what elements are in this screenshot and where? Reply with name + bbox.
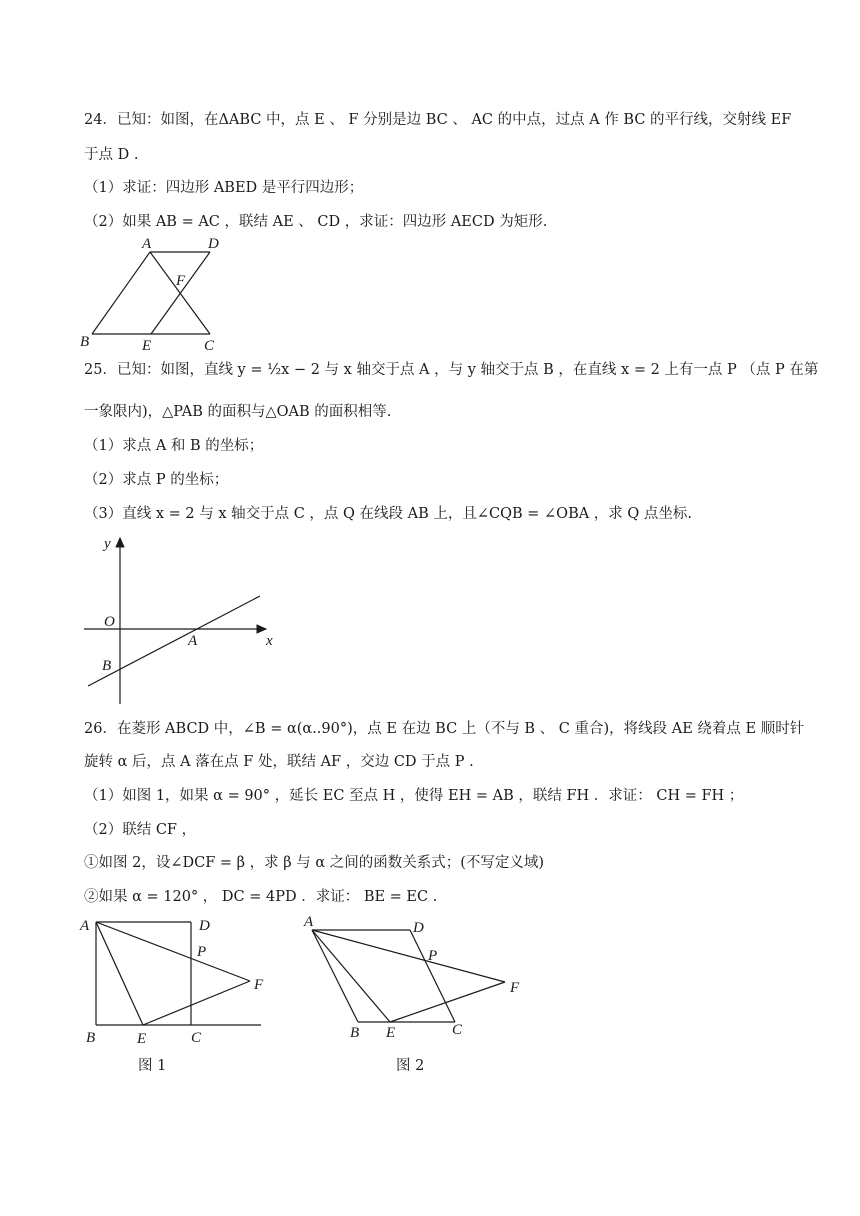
q24-label-F: F: [176, 273, 186, 289]
q26-part2: （2）联结 CF ，: [84, 822, 197, 838]
q24-label-C: C: [204, 338, 215, 354]
q25-part1: （1）求点 A 和 B 的坐标；: [84, 438, 264, 454]
q26-sub1: ①如图 2，设∠DCF = β ，求 β 与 α 之间的函数关系式；(不写定义域): [84, 855, 545, 871]
fig2-label-A: A: [304, 914, 314, 930]
q26-statement-line1: 26．在菱形 ABCD 中，∠B = α(α..90°)，点 E 在边 BC 上（不与 B 、 C 重合)，将线段 AE 绕着点 E 顺时针: [84, 721, 805, 737]
fig2-label-P: P: [428, 948, 438, 964]
q24-statement-line2: 于点 D .: [84, 147, 139, 163]
fig2-label-D: D: [413, 920, 424, 936]
q25-statement-line1: 25．已知：如图，直线 y = ½x − 2 与 x 轴交于点 A ，与 y 轴交于点 B ，在直线 x = 2 上有一点 P （点 P 在第: [84, 362, 819, 378]
q26-part1: （1）如图 1，如果 α = 90° ，延长 EC 至点 H ，使得 EH = AB ，联结 FH ．求证： CH = FH ；: [84, 788, 744, 804]
q26-figure2: [300, 912, 540, 1052]
q25-label-A: A: [188, 633, 198, 649]
fig2-label-E: E: [386, 1025, 396, 1041]
q25-label-B: B: [102, 658, 112, 674]
fig1-label-P: P: [197, 944, 207, 960]
fig2-label-B: B: [350, 1025, 360, 1041]
fig1-caption: 图 1: [138, 1058, 167, 1074]
q25-part2: （2）求点 P 的坐标；: [84, 472, 229, 488]
q26-sub2: ②如果 α = 120° ， DC = 4PD ．求证： BE = EC .: [84, 889, 438, 905]
q25-label-y: y: [104, 536, 111, 552]
q24-seg-AB: [92, 252, 150, 334]
fig1-label-D: D: [199, 918, 210, 934]
fig1-seg-EF: [143, 981, 250, 1025]
q25-statement-line2: 一象限内)，△PAB 的面积与△OAB 的面积相等.: [84, 404, 392, 420]
q24-label-B: B: [80, 334, 90, 350]
fig1-label-A: A: [80, 918, 90, 934]
q25-label-x: x: [266, 633, 273, 649]
fig2-label-F: F: [510, 980, 520, 996]
q26-figure1: [76, 912, 276, 1052]
q24-part2: （2）如果 AB = AC ，联结 AE 、 CD ，求证：四边形 AECD 为矩形.: [84, 214, 548, 230]
q24-figure: [78, 234, 238, 354]
q24-label-D: D: [208, 236, 219, 252]
fig2-label-C: C: [452, 1022, 463, 1038]
q24-part1: （1）求证：四边形 ABED 是平行四边形；: [84, 180, 364, 196]
fig1-label-E: E: [137, 1031, 147, 1047]
fig2-seg-DC: [410, 930, 455, 1022]
fig2-seg-AF: [312, 930, 505, 982]
fig1-label-C: C: [191, 1030, 202, 1046]
q25-line-AB: [88, 596, 260, 686]
fig2-caption: 图 2: [396, 1058, 425, 1074]
fig2-seg-EF: [390, 982, 505, 1022]
q24-label-A: A: [142, 236, 152, 252]
fig1-label-B: B: [86, 1030, 96, 1046]
q24-label-E: E: [142, 338, 152, 354]
q25-figure: [80, 532, 280, 712]
q24-statement-line1: 24．已知：如图，在ΔABC 中，点 E 、 F 分别是边 BC 、 AC 的中点，过点 A 作 BC 的平行线，交射线 EF: [84, 112, 792, 128]
q25-label-O: O: [104, 614, 115, 630]
q25-part3: （3）直线 x = 2 与 x 轴交于点 C ，点 Q 在线段 AB 上，且∠CQB = ∠OBA ，求 Q 点坐标.: [84, 506, 693, 522]
fig1-label-F: F: [254, 977, 264, 993]
q26-statement-line2: 旋转 α 后，点 A 落在点 F 处，联结 AF ，交边 CD 于点 P .: [84, 754, 474, 770]
